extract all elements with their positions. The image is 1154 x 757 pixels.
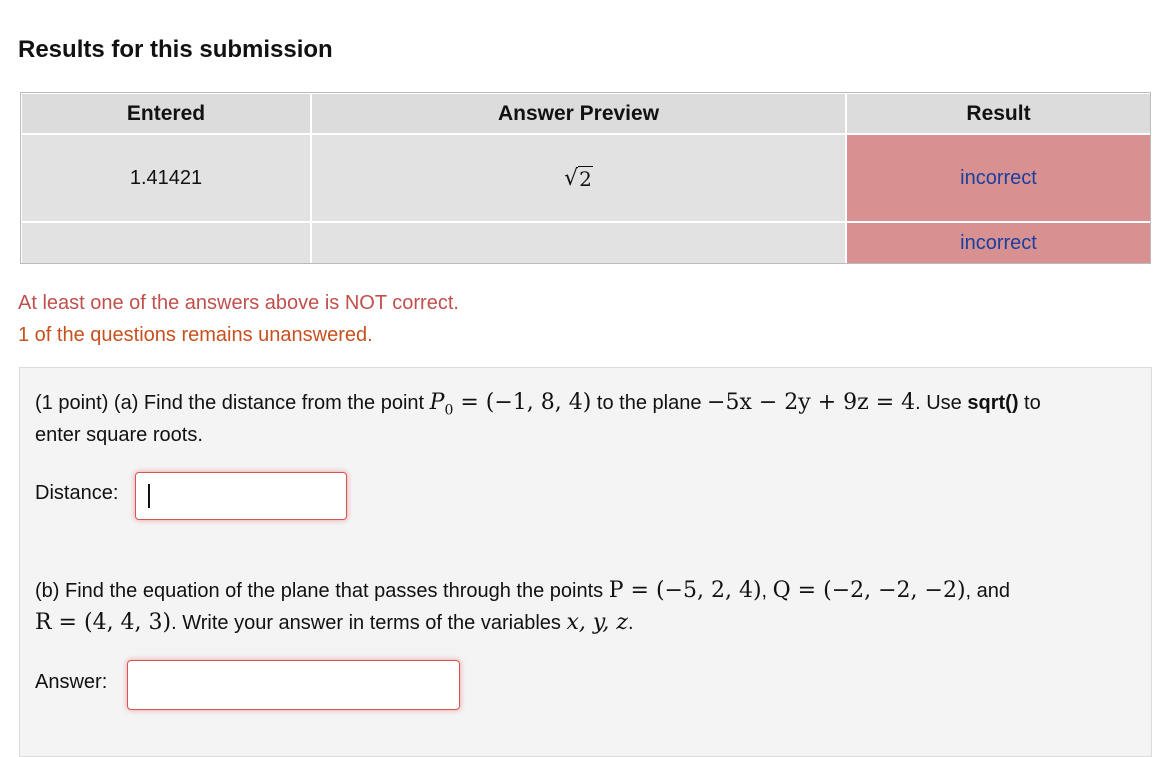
header-entered: Entered — [22, 94, 310, 133]
sqrt-hint: sqrt() — [967, 392, 1019, 414]
row2-result — [847, 223, 1150, 263]
answer-input[interactable] — [127, 660, 460, 710]
page-title: Results for this submission — [18, 36, 333, 63]
part-b-intro: (b) Find the equation of the plane that passes through the points — [35, 580, 609, 602]
part-b-line2 — [35, 607, 634, 639]
sqrt-symbol: √ — [564, 165, 579, 191]
part-a-plane-equation: −5x − 2y + 9z = 4 — [707, 390, 916, 415]
row2-result-text: incorrect — [960, 231, 1037, 254]
part-a-mid: to the plane — [591, 392, 708, 414]
distance-label: Distance: — [35, 482, 119, 504]
row1-preview — [312, 135, 845, 221]
text-caret — [148, 484, 150, 508]
part-b-line1: (b) Find the equation of the plane that passes through the points P = (−5, 2, 4), Q = (−2, −2, −2), and — [35, 578, 1011, 603]
row1-result — [847, 135, 1150, 221]
part-b-point-p: P = (−5, 2, 4) — [608, 578, 762, 603]
part-b-point-r: R = (4, 4, 3) — [35, 610, 172, 635]
part-b-vars: x, y, z — [566, 610, 628, 635]
part-b-line2-text: . Write your answer in terms of the variables — [171, 612, 567, 634]
part-a-line2: enter square roots. — [35, 424, 203, 446]
header-answer-preview: Answer Preview — [312, 94, 845, 133]
problem-box — [19, 367, 1152, 757]
row1-preview-radicand: 2 — [579, 166, 592, 191]
part-a-intro: (1 point) (a) Find the distance from the point — [35, 392, 430, 414]
row1-result-text: incorrect — [960, 166, 1037, 189]
part-a-to: to — [1018, 392, 1041, 414]
part-b-and: , and — [965, 580, 1011, 602]
answer-label: Answer: — [35, 671, 108, 693]
not-correct-message: At least one of the answers above is NOT correct. — [18, 292, 459, 314]
distance-input[interactable] — [135, 472, 347, 520]
results-table — [20, 92, 1151, 264]
part-a-use: . Use — [915, 392, 968, 414]
header-result: Result — [847, 94, 1150, 133]
part-b-point-q: Q = (−2, −2, −2) — [772, 578, 966, 603]
row2-preview — [312, 223, 845, 263]
part-b-end: . — [627, 612, 634, 634]
unanswered-message: 1 of the questions remains unanswered. — [18, 324, 373, 346]
row1-entered: 1.41421 — [22, 135, 310, 221]
row2-entered — [22, 223, 310, 263]
part-a-point: $P_0 = (-1$, 8, 4) — [429, 390, 592, 419]
